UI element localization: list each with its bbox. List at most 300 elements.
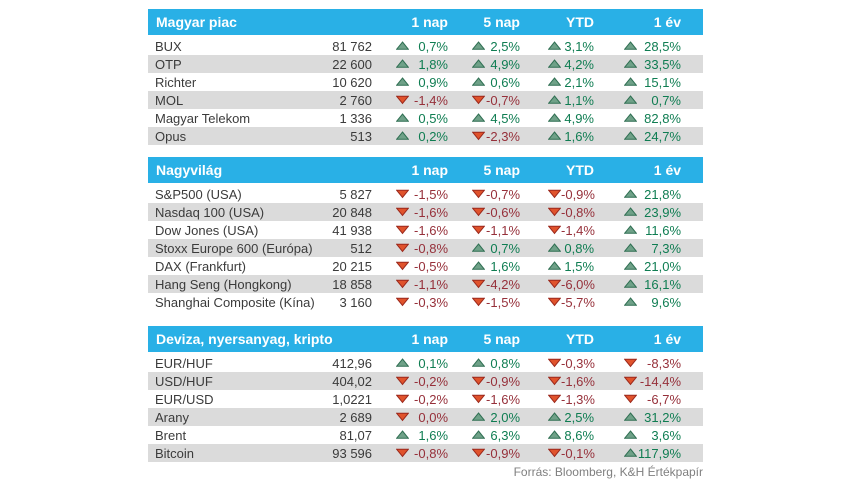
change-cell-1ev bbox=[610, 275, 703, 293]
change-cell-1ev bbox=[610, 91, 703, 109]
change-cell-ytd bbox=[534, 127, 610, 145]
change-cell-1nap bbox=[382, 408, 458, 426]
up-arrow-icon bbox=[472, 412, 485, 422]
change-cell-ytd bbox=[534, 37, 610, 55]
instrument-value: 81 762 bbox=[332, 38, 372, 54]
change-value: 1,5% bbox=[564, 258, 595, 274]
change-value: -1,5% bbox=[414, 186, 449, 202]
change-cell-1ev bbox=[610, 109, 703, 127]
up-arrow-icon bbox=[624, 448, 637, 458]
down-arrow-icon bbox=[396, 412, 409, 422]
change-cell-ytd bbox=[534, 73, 610, 91]
change-cell-5nap bbox=[458, 109, 534, 127]
down-arrow-icon bbox=[396, 297, 409, 307]
change-value: 4,2% bbox=[564, 56, 594, 72]
down-arrow-icon bbox=[472, 376, 485, 386]
change-value: 31,2% bbox=[644, 409, 682, 425]
change-value: 0,5% bbox=[418, 110, 448, 126]
change-value: 21,0% bbox=[644, 258, 682, 274]
change-cell-1ev bbox=[610, 185, 703, 203]
down-arrow-icon bbox=[396, 279, 409, 289]
change-value: -0,7% bbox=[486, 186, 521, 202]
change-cell-ytd bbox=[534, 91, 610, 109]
down-arrow-icon bbox=[472, 95, 485, 105]
column-header-1nap: 1 nap bbox=[382, 9, 458, 37]
change-value: 0,2% bbox=[418, 128, 448, 144]
column-header-ytd: YTD bbox=[534, 157, 610, 185]
change-cell-ytd bbox=[534, 390, 610, 408]
change-value: 6,3% bbox=[490, 427, 521, 443]
change-value: -1,4% bbox=[414, 92, 448, 108]
down-arrow-icon bbox=[472, 189, 485, 199]
change-value: 2,1% bbox=[564, 74, 594, 90]
change-cell-1ev bbox=[610, 372, 703, 390]
change-cell-1ev bbox=[610, 390, 703, 408]
down-arrow-icon bbox=[472, 394, 485, 404]
change-value: -6,0% bbox=[561, 276, 595, 292]
change-cell-1nap bbox=[382, 221, 458, 239]
change-cell-ytd bbox=[534, 354, 610, 372]
down-arrow-icon bbox=[472, 225, 485, 235]
instrument-name: OTP bbox=[148, 55, 326, 73]
instrument-value: 18 858 bbox=[326, 275, 382, 293]
down-arrow-icon bbox=[396, 207, 409, 217]
table-row bbox=[148, 239, 703, 257]
up-arrow-icon bbox=[548, 430, 561, 440]
change-cell-1ev bbox=[610, 127, 703, 145]
change-value: 82,8% bbox=[644, 110, 681, 126]
instrument-name: EUR/USD bbox=[155, 391, 214, 407]
change-value: -4,2% bbox=[486, 276, 521, 292]
up-arrow-icon bbox=[472, 41, 485, 51]
column-header-1nap: 1 nap bbox=[382, 157, 458, 185]
change-cell-ytd bbox=[534, 185, 610, 203]
table-row bbox=[148, 221, 703, 239]
change-value: 24,7% bbox=[644, 128, 681, 144]
up-arrow-icon bbox=[624, 207, 637, 217]
change-cell-ytd bbox=[534, 257, 610, 275]
table-row bbox=[148, 257, 703, 275]
column-header-ytd: YTD bbox=[534, 326, 610, 354]
change-cell-1ev bbox=[610, 354, 703, 372]
up-arrow-icon bbox=[472, 261, 485, 271]
down-arrow-icon bbox=[548, 376, 561, 386]
instrument-value: 93 596 bbox=[326, 444, 382, 462]
instrument-value: 1,0221 bbox=[332, 391, 373, 407]
change-value: 0,0% bbox=[418, 409, 449, 425]
table-row bbox=[148, 372, 703, 390]
table-row bbox=[148, 91, 703, 109]
change-cell-1nap bbox=[382, 293, 458, 311]
change-value: 0,7% bbox=[490, 240, 521, 256]
change-value: -1,1% bbox=[486, 222, 521, 238]
change-value: 4,9% bbox=[490, 56, 520, 72]
change-value: -0,8% bbox=[414, 240, 449, 256]
up-arrow-icon bbox=[396, 358, 409, 368]
instrument-name: Bitcoin bbox=[148, 444, 326, 462]
change-value: -1,6% bbox=[486, 391, 521, 407]
down-arrow-icon bbox=[548, 207, 561, 217]
change-value: 117,9% bbox=[637, 445, 682, 461]
change-value: 4,5% bbox=[490, 110, 520, 126]
up-arrow-icon bbox=[624, 430, 637, 440]
change-value: 1,8% bbox=[418, 56, 448, 72]
change-value: 0,6% bbox=[490, 74, 520, 90]
change-cell-5nap bbox=[458, 372, 534, 390]
change-cell-5nap bbox=[458, 73, 534, 91]
table-row bbox=[148, 293, 703, 311]
down-arrow-icon bbox=[396, 243, 409, 253]
change-cell-5nap bbox=[458, 293, 534, 311]
instrument-name: EUR/HUF bbox=[155, 355, 213, 371]
change-value: 4,9% bbox=[564, 110, 594, 126]
change-cell-1nap bbox=[382, 127, 458, 145]
down-arrow-icon bbox=[396, 376, 409, 386]
change-value: 3,6% bbox=[651, 427, 682, 443]
change-cell-ytd bbox=[534, 444, 610, 462]
down-arrow-icon bbox=[624, 376, 637, 386]
instrument-value: 1 336 bbox=[339, 110, 372, 126]
table-row bbox=[148, 354, 703, 372]
change-value: -6,7% bbox=[647, 391, 682, 407]
section-title: Magyar piac bbox=[148, 9, 382, 37]
down-arrow-icon bbox=[548, 225, 561, 235]
change-cell-5nap bbox=[458, 37, 534, 55]
table-header-row bbox=[148, 9, 703, 37]
change-value: -1,4% bbox=[561, 222, 595, 238]
down-arrow-icon bbox=[548, 448, 561, 458]
change-value: 0,7% bbox=[651, 92, 681, 108]
change-value: 9,6% bbox=[651, 294, 682, 310]
instrument-value: 81,07 bbox=[339, 427, 373, 443]
change-cell-1nap bbox=[382, 185, 458, 203]
change-value: -0,5% bbox=[414, 258, 449, 274]
instrument-value: 3 160 bbox=[339, 294, 373, 310]
change-value: -0,1% bbox=[561, 445, 595, 461]
table-row bbox=[148, 109, 703, 127]
up-arrow-icon bbox=[624, 261, 637, 271]
change-cell-1nap bbox=[382, 275, 458, 293]
up-arrow-icon bbox=[624, 77, 637, 87]
up-arrow-icon bbox=[548, 261, 561, 271]
change-value: 7,3% bbox=[651, 240, 682, 256]
instrument-name: Stoxx Europe 600 (Európa) bbox=[148, 239, 326, 257]
instrument-name: Magyar Telekom bbox=[155, 110, 251, 126]
change-cell-1nap bbox=[382, 203, 458, 221]
instrument-name: Nasdaq 100 (USA) bbox=[148, 203, 326, 221]
change-cell-1nap bbox=[382, 390, 458, 408]
change-cell-ytd bbox=[534, 372, 610, 390]
change-cell-1nap bbox=[382, 37, 458, 55]
change-value: -1,5% bbox=[486, 294, 521, 310]
change-value: -0,9% bbox=[486, 373, 521, 389]
change-value: 2,5% bbox=[490, 38, 520, 54]
up-arrow-icon bbox=[472, 113, 485, 123]
down-arrow-icon bbox=[396, 189, 409, 199]
change-cell-5nap bbox=[458, 275, 534, 293]
change-cell-5nap bbox=[458, 221, 534, 239]
up-arrow-icon bbox=[624, 297, 637, 307]
up-arrow-icon bbox=[472, 430, 485, 440]
change-cell-1ev bbox=[610, 293, 703, 311]
table-row bbox=[148, 275, 703, 293]
table-row bbox=[148, 55, 703, 73]
instrument-name: Opus bbox=[148, 127, 326, 145]
up-arrow-icon bbox=[624, 113, 637, 123]
down-arrow-icon bbox=[548, 189, 561, 199]
change-cell-1nap bbox=[382, 257, 458, 275]
change-cell-ytd bbox=[534, 275, 610, 293]
down-arrow-icon bbox=[396, 261, 409, 271]
change-value: -0,9% bbox=[486, 445, 521, 461]
up-arrow-icon bbox=[396, 113, 409, 123]
up-arrow-icon bbox=[624, 279, 637, 289]
change-cell-1ev bbox=[610, 239, 703, 257]
change-cell-ytd bbox=[534, 109, 610, 127]
instrument-value: 513 bbox=[326, 127, 382, 145]
up-arrow-icon bbox=[548, 412, 561, 422]
change-value: -5,7% bbox=[561, 294, 595, 310]
instrument-value: 412,96 bbox=[332, 355, 373, 371]
instrument-value: 5 827 bbox=[339, 186, 373, 202]
change-value: 0,8% bbox=[490, 355, 521, 371]
instrument-name: Arany bbox=[148, 408, 326, 426]
change-cell-1nap bbox=[382, 444, 458, 462]
down-arrow-icon bbox=[396, 394, 409, 404]
down-arrow-icon bbox=[548, 279, 561, 289]
change-value: 2,0% bbox=[490, 409, 521, 425]
down-arrow-icon bbox=[624, 358, 637, 368]
change-value: 1,1% bbox=[564, 92, 594, 108]
change-value: 33,5% bbox=[644, 56, 681, 72]
change-cell-ytd bbox=[534, 221, 610, 239]
column-header-5nap: 5 nap bbox=[458, 157, 534, 185]
change-cell-5nap bbox=[458, 185, 534, 203]
change-cell-1ev bbox=[610, 408, 703, 426]
table-row bbox=[148, 73, 703, 91]
change-value: 16,1% bbox=[644, 276, 682, 292]
change-value: 3,1% bbox=[564, 38, 594, 54]
change-cell-5nap bbox=[458, 55, 534, 73]
down-arrow-icon bbox=[472, 297, 485, 307]
change-value: 15,1% bbox=[644, 74, 681, 90]
change-cell-ytd bbox=[534, 55, 610, 73]
up-arrow-icon bbox=[624, 189, 637, 199]
change-cell-5nap bbox=[458, 203, 534, 221]
change-cell-5nap bbox=[458, 127, 534, 145]
up-arrow-icon bbox=[624, 131, 637, 141]
change-value: -2,3% bbox=[486, 128, 520, 144]
down-arrow-icon bbox=[548, 358, 561, 368]
change-cell-1nap bbox=[382, 354, 458, 372]
up-arrow-icon bbox=[624, 95, 637, 105]
change-cell-5nap bbox=[458, 257, 534, 275]
instrument-name: USD/HUF bbox=[148, 372, 326, 390]
column-header-5nap: 5 nap bbox=[458, 9, 534, 37]
change-cell-1ev bbox=[610, 55, 703, 73]
change-value: -0,2% bbox=[414, 373, 449, 389]
column-header-1ev: 1 év bbox=[610, 157, 703, 185]
down-arrow-icon bbox=[396, 95, 409, 105]
change-value: 0,9% bbox=[418, 74, 448, 90]
instrument-value: 404,02 bbox=[326, 372, 382, 390]
change-value: -0,9% bbox=[561, 186, 595, 202]
up-arrow-icon bbox=[624, 412, 637, 422]
instrument-value: 20 215 bbox=[332, 258, 373, 274]
change-value: -0,3% bbox=[414, 294, 449, 310]
table-row bbox=[148, 444, 703, 462]
change-cell-1ev bbox=[610, 257, 703, 275]
up-arrow-icon bbox=[396, 59, 409, 69]
table-header-row bbox=[148, 157, 703, 185]
section-title: Nagyvilág bbox=[148, 157, 382, 185]
up-arrow-icon bbox=[624, 59, 637, 69]
instrument-value: 512 bbox=[326, 239, 382, 257]
instrument-value: 22 600 bbox=[326, 55, 382, 73]
instrument-name: S&P500 (USA) bbox=[155, 186, 242, 202]
down-arrow-icon bbox=[472, 448, 485, 458]
column-header-5nap: 5 nap bbox=[458, 326, 534, 354]
table-row bbox=[148, 127, 703, 145]
instrument-name: DAX (Frankfurt) bbox=[155, 258, 247, 274]
table-row bbox=[148, 37, 703, 55]
change-value: 0,1% bbox=[418, 355, 449, 371]
source-note: Forrás: Bloomberg, K&H Értékpapír bbox=[513, 465, 703, 479]
column-header-ytd: YTD bbox=[534, 9, 610, 37]
down-arrow-icon bbox=[472, 207, 485, 217]
instrument-name: MOL bbox=[148, 91, 326, 109]
instrument-name: Brent bbox=[155, 427, 187, 443]
market-report bbox=[148, 9, 703, 479]
up-arrow-icon bbox=[548, 113, 561, 123]
change-value: -1,6% bbox=[561, 373, 595, 389]
down-arrow-icon bbox=[624, 394, 637, 404]
change-cell-1ev bbox=[610, 37, 703, 55]
change-cell-1nap bbox=[382, 239, 458, 257]
change-cell-5nap bbox=[458, 91, 534, 109]
up-arrow-icon bbox=[548, 59, 561, 69]
change-cell-5nap bbox=[458, 239, 534, 257]
instrument-name: BUX bbox=[155, 38, 182, 54]
up-arrow-icon bbox=[548, 41, 561, 51]
section-title: Deviza, nyersanyag, kripto bbox=[148, 326, 382, 354]
down-arrow-icon bbox=[548, 297, 561, 307]
change-value: 1,6% bbox=[564, 128, 594, 144]
change-cell-1nap bbox=[382, 372, 458, 390]
change-cell-ytd bbox=[534, 203, 610, 221]
instrument-value: 10 620 bbox=[332, 74, 372, 90]
table-nagyvilag bbox=[148, 157, 703, 311]
up-arrow-icon bbox=[396, 41, 409, 51]
instrument-value: 20 848 bbox=[326, 203, 382, 221]
change-value: -0,8% bbox=[561, 204, 595, 220]
up-arrow-icon bbox=[548, 95, 561, 105]
change-value: -1,6% bbox=[414, 222, 449, 238]
change-value: 28,5% bbox=[644, 38, 681, 54]
change-value: 23,9% bbox=[644, 204, 682, 220]
up-arrow-icon bbox=[548, 77, 561, 87]
up-arrow-icon bbox=[396, 131, 409, 141]
up-arrow-icon bbox=[624, 225, 637, 235]
change-cell-1nap bbox=[382, 73, 458, 91]
up-arrow-icon bbox=[396, 430, 409, 440]
table-row bbox=[148, 185, 703, 203]
up-arrow-icon bbox=[624, 41, 637, 51]
instrument-name: Dow Jones (USA) bbox=[155, 222, 259, 238]
instrument-name: Shanghai Composite (Kína) bbox=[155, 294, 315, 310]
change-cell-1ev bbox=[610, 426, 703, 444]
table-row bbox=[148, 426, 703, 444]
change-value: 0,8% bbox=[564, 240, 595, 256]
change-value: -1,1% bbox=[414, 276, 449, 292]
up-arrow-icon bbox=[472, 59, 485, 69]
change-cell-ytd bbox=[534, 426, 610, 444]
change-cell-1nap bbox=[382, 55, 458, 73]
down-arrow-icon bbox=[396, 448, 409, 458]
down-arrow-icon bbox=[548, 394, 561, 404]
column-header-1nap: 1 nap bbox=[382, 326, 458, 354]
table-row bbox=[148, 408, 703, 426]
change-cell-1nap bbox=[382, 109, 458, 127]
table-deviza-nyersanyag-kripto bbox=[148, 326, 703, 462]
change-value: -0,6% bbox=[486, 204, 521, 220]
down-arrow-icon bbox=[396, 225, 409, 235]
change-value: -0,7% bbox=[486, 92, 520, 108]
down-arrow-icon bbox=[472, 131, 485, 141]
change-value: -0,8% bbox=[414, 445, 449, 461]
up-arrow-icon bbox=[548, 243, 561, 253]
instrument-name: Richter bbox=[155, 74, 197, 90]
table-row bbox=[148, 390, 703, 408]
change-value: -14,4% bbox=[639, 373, 682, 389]
up-arrow-icon bbox=[472, 77, 485, 87]
up-arrow-icon bbox=[472, 358, 485, 368]
change-value: 2,5% bbox=[564, 409, 595, 425]
change-cell-5nap bbox=[458, 426, 534, 444]
change-value: 1,6% bbox=[418, 427, 449, 443]
down-arrow-icon bbox=[472, 279, 485, 289]
instrument-name: Hang Seng (Hongkong) bbox=[148, 275, 326, 293]
change-value: -1,3% bbox=[561, 391, 595, 407]
instrument-value: 2 760 bbox=[326, 91, 382, 109]
change-cell-1ev bbox=[610, 221, 703, 239]
change-cell-5nap bbox=[458, 444, 534, 462]
instrument-value: 2 689 bbox=[326, 408, 382, 426]
change-cell-1ev bbox=[610, 73, 703, 91]
column-header-1ev: 1 év bbox=[610, 326, 703, 354]
change-cell-1nap bbox=[382, 426, 458, 444]
change-value: -8,3% bbox=[647, 355, 682, 371]
change-value: 0,7% bbox=[418, 38, 448, 54]
up-arrow-icon bbox=[548, 131, 561, 141]
change-value: 8,6% bbox=[564, 427, 595, 443]
table-magyar-piac bbox=[148, 9, 703, 145]
up-arrow-icon bbox=[472, 243, 485, 253]
change-cell-1ev bbox=[610, 444, 703, 462]
up-arrow-icon bbox=[396, 77, 409, 87]
change-value: 1,6% bbox=[490, 258, 521, 274]
change-value: 11,6% bbox=[645, 222, 682, 238]
change-cell-1ev bbox=[610, 203, 703, 221]
change-cell-ytd bbox=[534, 239, 610, 257]
change-value: 21,8% bbox=[644, 186, 682, 202]
change-cell-5nap bbox=[458, 354, 534, 372]
table-header-row bbox=[148, 326, 703, 354]
instrument-value: 41 938 bbox=[332, 222, 373, 238]
change-cell-ytd bbox=[534, 293, 610, 311]
table-row bbox=[148, 203, 703, 221]
change-value: -0,3% bbox=[561, 355, 595, 371]
